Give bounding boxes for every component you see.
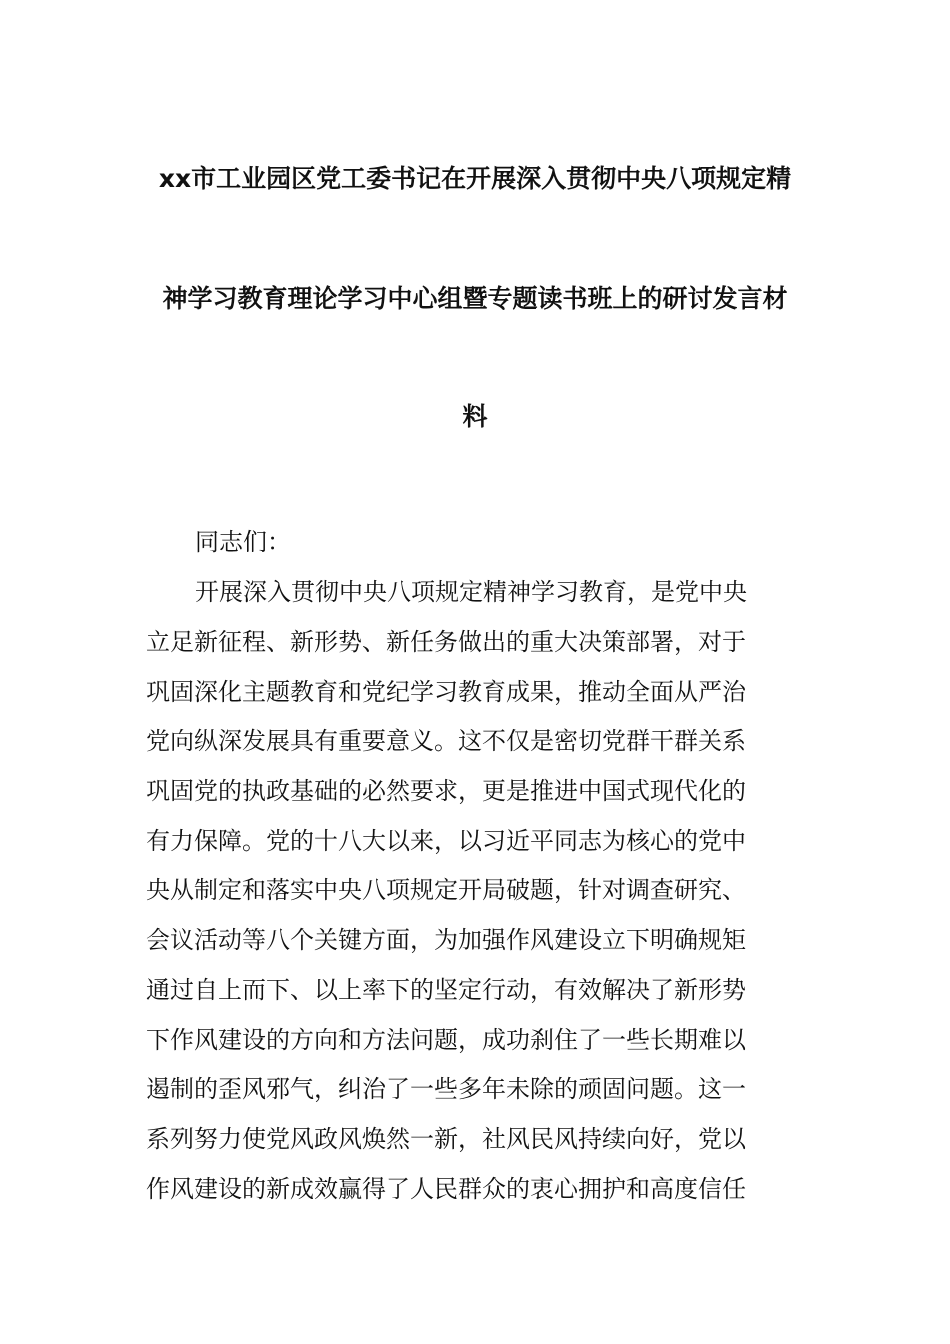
paragraph-line: 有力保障。党的十八大以来，以习近平同志为核心的党中: [146, 827, 746, 855]
paragraph-line: 央从制定和落实中央八项规定开局破题，针对调查研究、: [146, 876, 746, 904]
paragraph-line: 党向纵深发展具有重要意义。这不仅是密切党群干群关系: [146, 727, 746, 755]
paragraph-line: 巩固深化主题教育和党纪学习教育成果，推动全面从严治: [146, 678, 746, 706]
greeting: 同志们：: [195, 528, 291, 556]
document-title-line-2: 神学习教育理论学习中心组暨专题读书班上的研讨发言材: [162, 284, 788, 313]
paragraph-line: 作风建设的新成效赢得了人民群众的衷心拥护和高度信任: [146, 1175, 746, 1203]
paragraph-line: 立足新征程、新形势、新任务做出的重大决策部署，对于: [146, 628, 746, 656]
paragraph-line: 系列努力使党风政风焕然一新，社风民风持续向好，党以: [146, 1125, 746, 1153]
document-title-line-3: 料: [462, 402, 488, 431]
paragraph-line: 通过自上而下、以上率下的坚定行动，有效解决了新形势: [146, 976, 746, 1004]
paragraph-line: 遏制的歪风邪气，纠治了一些多年未除的顽固问题。这一: [146, 1075, 746, 1103]
paragraph-line: 开展深入贯彻中央八项规定精神学习教育，是党中央: [195, 578, 747, 606]
document-title-line-1: xx市工业园区党工委书记在开展深入贯彻中央八项规定精: [158, 164, 792, 193]
paragraph-line: 会议活动等八个关键方面，为加强作风建设立下明确规矩: [146, 926, 746, 954]
paragraph-line: 下作风建设的方向和方法问题，成功刹住了一些长期难以: [146, 1026, 746, 1054]
paragraph-line: 巩固党的执政基础的必然要求，更是推进中国式现代化的: [146, 777, 746, 805]
